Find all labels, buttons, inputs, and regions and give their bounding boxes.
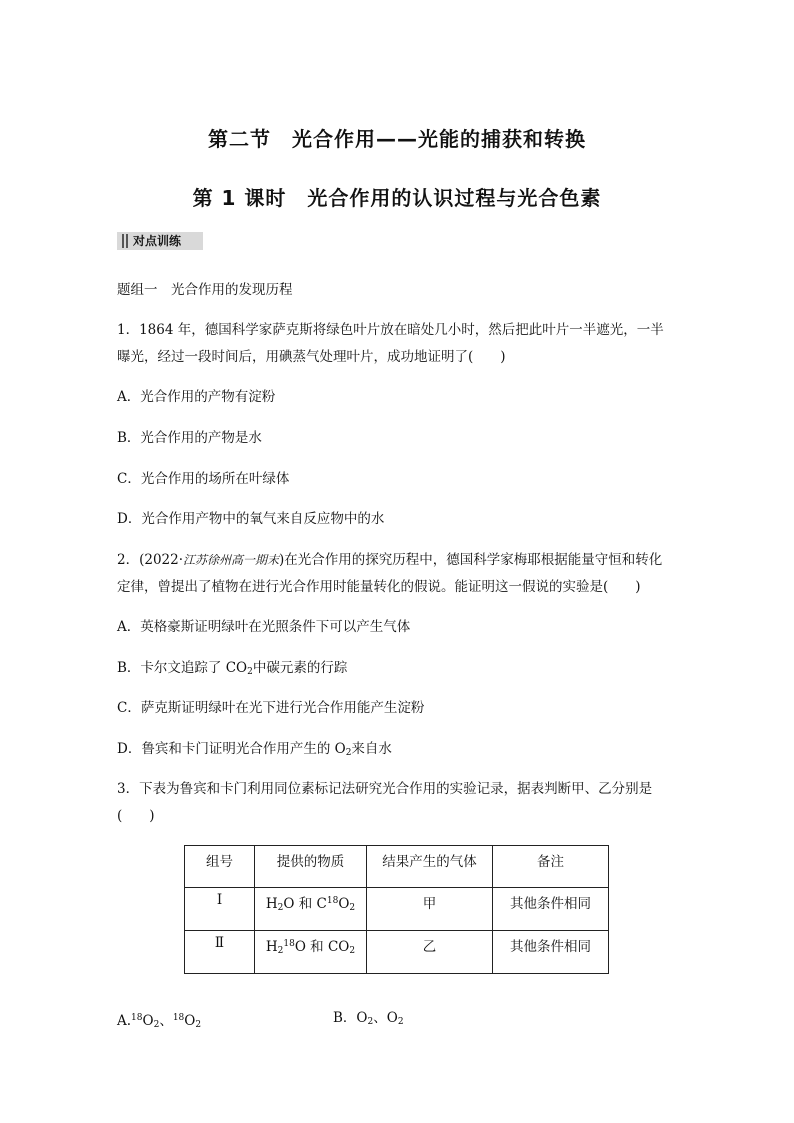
q1-option-a: A．光合作用的产物有淀粉 — [117, 389, 276, 405]
page-title: 第二节 光合作用——光能的捕获和转换 — [208, 127, 586, 151]
tag-bar-icon — [126, 234, 128, 248]
q3-option-a — [117, 1008, 201, 1035]
experiment-table — [184, 845, 609, 974]
table-row — [185, 931, 609, 974]
table-cell-material — [255, 931, 367, 974]
option-part: 、O — [373, 1010, 398, 1026]
option-sup: 18 — [131, 1013, 143, 1023]
q1-option-c: C．光合作用的场所在叶绿体 — [117, 471, 290, 487]
q2-option-b-text: B．卡尔文追踪了 CO — [117, 660, 248, 676]
table-cell-material — [255, 888, 367, 931]
q2-stem-line1 — [117, 550, 662, 570]
formula-sup: 18 — [283, 939, 295, 949]
formula-part: O — [338, 896, 350, 912]
formula-sup: 18 — [326, 896, 339, 906]
q2-option-d-text: D．鲁宾和卡门证明光合作用产生的 O — [117, 741, 346, 757]
q3-stem-line1: 3．下表为鲁宾和卡门利用同位素标记法研究光合作用的实验记录，据表判断甲、乙分别是 — [117, 781, 653, 797]
q2-option-b-text2: 中碳元素的行踪 — [252, 660, 348, 676]
table-cell-gas: 甲 — [367, 888, 493, 931]
q2-stem-line2: 定律，曾提出了植物在进行光合作用时能量转化的假说。能证明这一假说的实验是( ) — [117, 579, 641, 595]
option-sub: 2 — [367, 1017, 374, 1027]
q3-stem-line2: ( ) — [117, 808, 155, 824]
table-cell-id: Ⅱ — [185, 931, 255, 974]
formula-sub: 2 — [277, 946, 284, 956]
formula-part: H — [265, 896, 278, 912]
table-cell-note: 其他条件相同 — [493, 931, 609, 974]
formula-sub: 2 — [349, 903, 356, 913]
formula-part: H — [265, 939, 278, 955]
q1-stem-line2: 曝光，经过一段时间后，用碘蒸气处理叶片，成功地证明了( ) — [117, 349, 506, 365]
option-sub: 2 — [153, 1020, 160, 1030]
q2-option-b-sub: 2 — [247, 667, 253, 677]
page-subtitle: 第 1 课时 光合作用的认识过程与光合色素 — [192, 186, 602, 210]
option-part: O — [142, 1013, 154, 1029]
formula-part: O 和 CO — [294, 939, 350, 955]
section-tag-label: 对点训练 — [133, 234, 182, 248]
q2-source: 江苏徐州高一期末 — [183, 553, 280, 567]
table-header-row — [185, 846, 609, 888]
option-part: A. — [117, 1013, 132, 1029]
table-cell-id: Ⅰ — [185, 888, 255, 931]
option-sub: 2 — [195, 1020, 202, 1030]
q2-stem-text: )在光合作用的探究历程中，德国科学家梅耶根据能量守恒和转化 — [279, 552, 663, 568]
table-row — [185, 888, 609, 931]
q2-option-d-text2: 来自水 — [351, 741, 392, 757]
q2-option-c: C．萨克斯证明绿叶在光下进行光合作用能产生淀粉 — [117, 700, 425, 716]
section-tag — [117, 232, 203, 250]
q1-option-d: D．光合作用产物中的氧气来自反应物中的水 — [117, 511, 385, 527]
q2-option-d-sub: 2 — [345, 748, 352, 758]
table-header-cell: 组号 — [185, 846, 255, 888]
q1-option-b: B．光合作用的产物是水 — [117, 430, 262, 446]
option-part: 、 — [159, 1013, 173, 1029]
option-part: B．O — [333, 1010, 368, 1026]
formula-sub: 2 — [277, 903, 284, 913]
q1-stem-line1: 1．1864 年，德国科学家萨克斯将绿色叶片放在暗处几小时，然后把此叶片一半遮光，一半 — [117, 322, 664, 338]
q2-option-b — [117, 658, 347, 682]
formula-sub: 2 — [349, 946, 356, 956]
q3-option-b — [333, 1008, 404, 1032]
tag-bar-icon — [122, 234, 124, 248]
formula-part: O 和 C — [283, 896, 327, 912]
q2-option-d — [117, 739, 392, 763]
table-header-cell: 备注 — [493, 846, 609, 888]
table-header-cell: 结果产生的气体 — [367, 846, 493, 888]
table-cell-note: 其他条件相同 — [493, 888, 609, 931]
table-header-cell: 提供的物质 — [255, 846, 367, 888]
option-sup: 18 — [172, 1013, 185, 1023]
q2-option-a: A．英格豪斯证明绿叶在光照条件下可以产生气体 — [117, 619, 411, 635]
option-sub: 2 — [397, 1017, 404, 1027]
q2-number: 2．(2022· — [117, 552, 184, 568]
group-title: 题组一 光合作用的发现历程 — [117, 282, 293, 298]
option-part: O — [184, 1013, 196, 1029]
table-cell-gas: 乙 — [367, 931, 493, 974]
